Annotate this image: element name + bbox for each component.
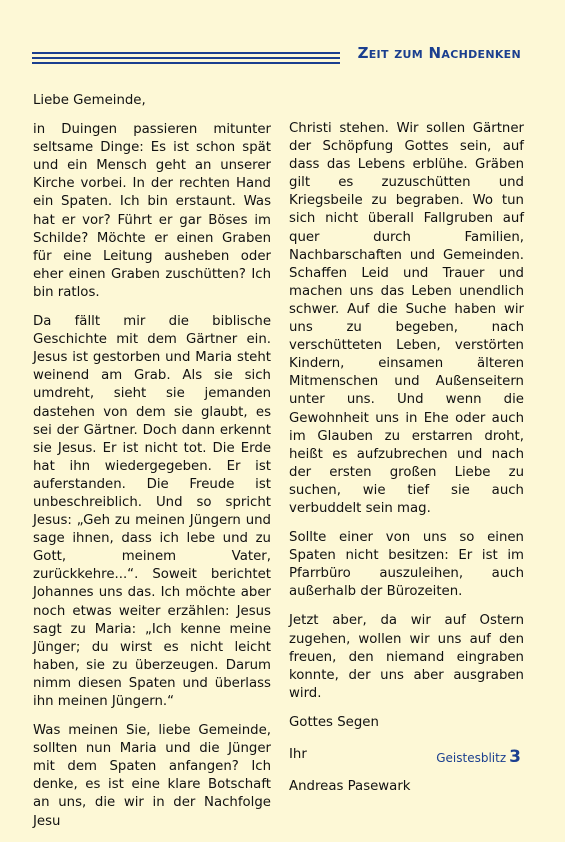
paragraph: Da fällt mir die biblische Geschichte mit dem Gärtner ein. Jesus ist gestorben und Maria steht weinend am Grab. Als sie sich umdreht, sieht sie jemanden dastehen von dem sie glaubt, es sei der Gärtner. Doch dann erkennt sie Jesus. Er ist nicht tot. Die Erde hat ihn wiedergegeben. Er ist auferstanden. Die Freude ist unbeschreiblich. Und so spricht Jesus: „Geh zu meinen Jüngern und sage ihnen, dass ich lebe und zu Gott, meinem Vater, zurückkehre...“. Soweit berichtet Johannes uns das. Ich möchte aber noch etwas weiter erzählen: Jesus sagt zu Maria: „Ich kenne meine Jünger; du wirst es nicht leicht haben, sie zu überzeugen. Darum nimm diesen Spaten und überlass ihn meinen Jüngern.“ [33, 314, 271, 709]
greeting: Liebe Gemeinde, [33, 93, 146, 108]
left-column [33, 92, 271, 842]
blessing: Gottes Segen [289, 714, 379, 730]
paragraph: Sollte einer von uns so einen Spaten nicht besitzen: Er ist im Pfarrbüro auszuleihen, auch außerhalb der Bürozeiten. [289, 530, 524, 600]
right-column [289, 120, 524, 810]
paragraph: in Duingen passieren mitunter seltsame Dinge: Es ist schon spät und ein Mensch geht an unserer Kirche vorbei. In der rechten Hand ein Spaten. Ich bin erstaunt. Was hat er vor? Führt er gar Böses im Schilde? Möchte er einen Graben für eine Leitung ausheben oder eher einen Graben zuschütten? Ich bin ratlos. [33, 122, 271, 300]
paragraph: Jetzt aber, da wir auf Ostern zugehen, wollen wir uns auf den freuen, den niemand eingraben konnte, der uns aber ausgraben wird. [289, 613, 524, 701]
closing: Ihr [289, 747, 307, 762]
publication-name: Geistesblitz [436, 751, 507, 765]
page-footer [436, 747, 521, 767]
signature: Andreas Pasewark [289, 779, 411, 795]
header-rule [32, 52, 340, 54]
header-rule [32, 57, 340, 59]
header-rule [32, 62, 340, 64]
paragraph: Christi stehen. Wir sollen Gärtner der Schöpfung Gottes sein, auf dass das Lebens erblühe. Gräben gilt es zuzuschütten und Kriegsbeile zu begraben. Wo tun sich nicht überall Fallgruben auf quer durch Familien, Nachbarschaften und Gemeinden. Schaffen Leid und Trauer und machen uns das Leben unendlich schwer. Auf die Suche haben wir uns zu begeben, nach verschütteten Leben, verstörten Kindern, einsamen älteren Mitmenschen und Außenseitern unter uns. Und wenn die Gewohnheit uns in Ehe oder auch im Glauben zu erstarren droht, heißt es aufzubrechen und nach der ersten großen Liebe zu suchen, wie tief sie auch verbuddelt sein mag. [289, 121, 524, 516]
paragraph: Was meinen Sie, liebe Gemeinde, sollten nun Maria und die Jünger mit dem Spaten anfangen? Ich denke, es ist eine klare Botschaft an uns, die wir in der Nachfolge Jesu [33, 723, 271, 829]
section-title: Zeit zum Nachdenken [357, 44, 521, 62]
page-number: 3 [509, 747, 521, 767]
